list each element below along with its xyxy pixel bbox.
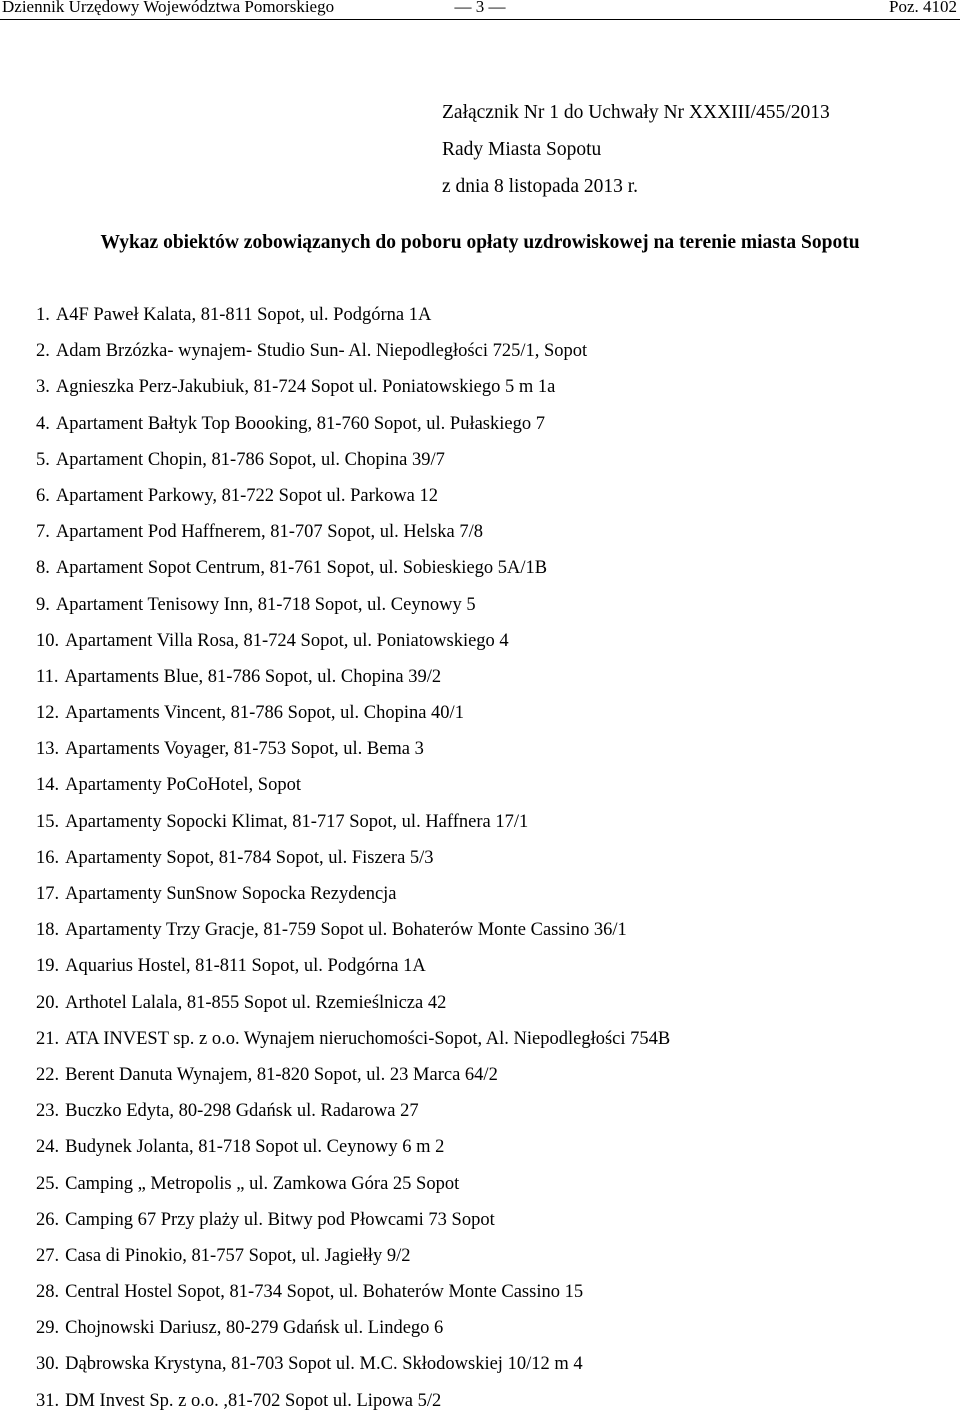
list-item-text: Apartament Parkowy, 81-722 Sopot ul. Parkowa 12 xyxy=(55,485,438,506)
list-item-text: Apartament Pod Haffnerem, 81-707 Sopot, ul. Helska 7/8 xyxy=(55,522,484,543)
list-item-text: Budynek Jolanta, 81-718 Sopot ul. Ceynowy 6 m 2 xyxy=(65,1137,445,1158)
list-item-text: Arthotel Lalala, 81-855 Sopot ul. Rzemieślnicza 42 xyxy=(65,992,447,1013)
list-item xyxy=(36,1172,670,1208)
list-item-number: 24. xyxy=(36,1137,60,1158)
list-item-text: Apartament Sopot Centrum, 81-761 Sopot, ul. Sobieskiego 5A/1B xyxy=(55,558,548,579)
list-item-number: 9. xyxy=(36,594,50,615)
annex-line-2: Rady Miasta Sopotu xyxy=(442,139,602,160)
annex-block xyxy=(442,94,830,205)
list-item xyxy=(36,1099,670,1135)
list-item-number: 11. xyxy=(36,666,59,687)
list-item xyxy=(36,1135,670,1171)
list-item-number: 20. xyxy=(36,992,60,1013)
list-item-number: 14. xyxy=(36,775,60,796)
list-item-number: 5. xyxy=(36,449,50,470)
list-item xyxy=(36,882,670,918)
list-item-number: 8. xyxy=(36,558,50,579)
list-item-number: 28. xyxy=(36,1282,60,1303)
list-item-text: Apartaments Voyager, 81-753 Sopot, ul. Bema 3 xyxy=(65,739,424,760)
list-item-number: 23. xyxy=(36,1101,60,1122)
list-item-number: 12. xyxy=(36,703,60,724)
list-item-number: 1. xyxy=(36,305,50,325)
list-item xyxy=(36,556,670,592)
list-item xyxy=(36,593,670,629)
list-item xyxy=(36,484,670,520)
list-item-number: 29. xyxy=(36,1318,60,1339)
list-item-text: Apartament Tenisowy Inn, 81-718 Sopot, ul. Ceynowy 5 xyxy=(55,594,476,615)
list-item-text: Apartamenty Sopot, 81-784 Sopot, ul. Fiszera 5/3 xyxy=(65,847,434,868)
list-item xyxy=(36,303,670,339)
list-item-number: 30. xyxy=(36,1354,60,1375)
list-item xyxy=(36,810,670,846)
list-item xyxy=(36,1244,670,1280)
list-item-text: Apartamenty Trzy Gracje, 81-759 Sopot ul. Bohaterów Monte Cassino 36/1 xyxy=(65,920,627,941)
list-item-number: 19. xyxy=(36,956,60,977)
list-item-text: A4F Paweł Kalata, 81-811 Sopot, ul. Podgórna 1A xyxy=(55,305,432,325)
annex-line-3: z dnia 8 listopada 2013 r. xyxy=(442,176,639,197)
list-item xyxy=(36,520,670,556)
list-item-number: 18. xyxy=(36,920,60,941)
list-item-text: Buczko Edyta, 80-298 Gdańsk ul. Radarowa 27 xyxy=(65,1101,419,1122)
list-item-text: Apartaments Vincent, 81-786 Sopot, ul. Chopina 40/1 xyxy=(65,703,464,724)
list-item-text: DM Invest Sp. z o.o. ,81-702 Sopot ul. Lipowa 5/2 xyxy=(65,1390,442,1411)
list-item-text: Apartamenty PoCoHotel, Sopot xyxy=(65,775,301,796)
list-item xyxy=(36,339,670,375)
list-item-number: 21. xyxy=(36,1028,60,1049)
list-item-text: Aquarius Hostel, 81-811 Sopot, ul. Podgórna 1A xyxy=(65,956,426,977)
list-item-number: 26. xyxy=(36,1209,60,1230)
list-item xyxy=(36,701,670,737)
list-item-number: 17. xyxy=(36,884,60,904)
list-item xyxy=(36,1316,670,1352)
position-number: Poz. 4102 xyxy=(889,0,957,16)
list-item xyxy=(36,954,670,990)
list-item-text: Agnieszka Perz-Jakubiuk, 81-724 Sopot ul. Poniatowskiego 5 m 1a xyxy=(55,377,556,398)
list-item xyxy=(36,1027,670,1063)
list-item-text: Apartament Villa Rosa, 81-724 Sopot, ul. Poniatowskiego 4 xyxy=(65,630,509,651)
list-item-number: 27. xyxy=(36,1245,60,1266)
list-item xyxy=(36,629,670,665)
list-item-number: 7. xyxy=(36,522,50,543)
list-item-number: 2. xyxy=(36,341,50,362)
list-item-text: Berent Danuta Wynajem, 81-820 Sopot, ul. 23 Marca 64/2 xyxy=(65,1064,498,1085)
list-item-number: 3. xyxy=(36,377,50,398)
list-item xyxy=(36,773,670,809)
list-item xyxy=(36,918,670,954)
list-item xyxy=(36,1352,670,1388)
document-title: Wykaz obiektów zobowiązanych do poboru opłaty uzdrowiskowej na terenie miasta Sopotu xyxy=(100,232,860,253)
list-item-text: Chojnowski Dariusz, 80-279 Gdańsk ul. Lindego 6 xyxy=(65,1318,444,1339)
facility-list xyxy=(36,303,670,1425)
list-item xyxy=(36,737,670,773)
list-item-text: Camping „ Metropolis „ ul. Zamkowa Góra 25 Sopot xyxy=(65,1173,460,1194)
list-item-text: Apartaments Blue, 81-786 Sopot, ul. Chopina 39/2 xyxy=(64,666,442,687)
header-divider xyxy=(0,19,960,20)
list-item xyxy=(36,412,670,448)
journal-name: Dziennik Urzędowy Województwa Pomorskiego xyxy=(2,0,335,16)
list-item-number: 15. xyxy=(36,811,60,832)
list-item-number: 6. xyxy=(36,485,50,506)
list-item-text: Apartamenty Sopocki Klimat, 81-717 Sopot, ul. Haffnera 17/1 xyxy=(65,811,529,832)
list-item-number: 22. xyxy=(36,1064,60,1085)
page-number: — 3 — xyxy=(454,0,506,16)
list-item-number: 13. xyxy=(36,739,60,760)
list-item-number: 25. xyxy=(36,1173,60,1194)
list-item-text: Casa di Pinokio, 81-757 Sopot, ul. Jagiełły 9/2 xyxy=(65,1245,411,1266)
list-item xyxy=(36,1208,670,1244)
list-item-text: Apartament Chopin, 81-786 Sopot, ul. Chopina 39/7 xyxy=(55,449,445,470)
list-item xyxy=(36,846,670,882)
list-item-text: Adam Brzózka- wynajem- Studio Sun- Al. Niepodległości 725/1, Sopot xyxy=(55,341,588,362)
list-item-number: 10. xyxy=(36,630,60,651)
list-item-text: Camping 67 Przy plaży ul. Bitwy pod Płowcami 73 Sopot xyxy=(65,1209,495,1230)
list-item xyxy=(36,1280,670,1316)
list-item xyxy=(36,991,670,1027)
list-item-number: 31. xyxy=(36,1390,60,1411)
list-item-text: Dąbrowska Krystyna, 81-703 Sopot ul. M.C. Skłodowskiej 10/12 m 4 xyxy=(65,1354,583,1375)
list-item-text: Central Hostel Sopot, 81-734 Sopot, ul. Bohaterów Monte Cassino 15 xyxy=(65,1282,584,1303)
list-item-number: 16. xyxy=(36,847,60,868)
annex-line-1: Załącznik Nr 1 do Uchwały Nr XXXIII/455/2013 xyxy=(442,102,830,123)
list-item-number: 4. xyxy=(36,413,50,434)
list-item-text: Apartament Bałtyk Top Boooking, 81-760 Sopot, ul. Pułaskiego 7 xyxy=(55,413,545,434)
list-item xyxy=(36,1389,670,1425)
list-item xyxy=(36,1063,670,1099)
list-item xyxy=(36,665,670,701)
list-item xyxy=(36,448,670,484)
list-item-text: ATA INVEST sp. z o.o. Wynajem nieruchomości-Sopot, Al. Niepodległości 754B xyxy=(65,1028,671,1049)
list-item xyxy=(36,375,670,411)
list-item-text: Apartamenty SunSnow Sopocka Rezydencja xyxy=(65,884,397,904)
